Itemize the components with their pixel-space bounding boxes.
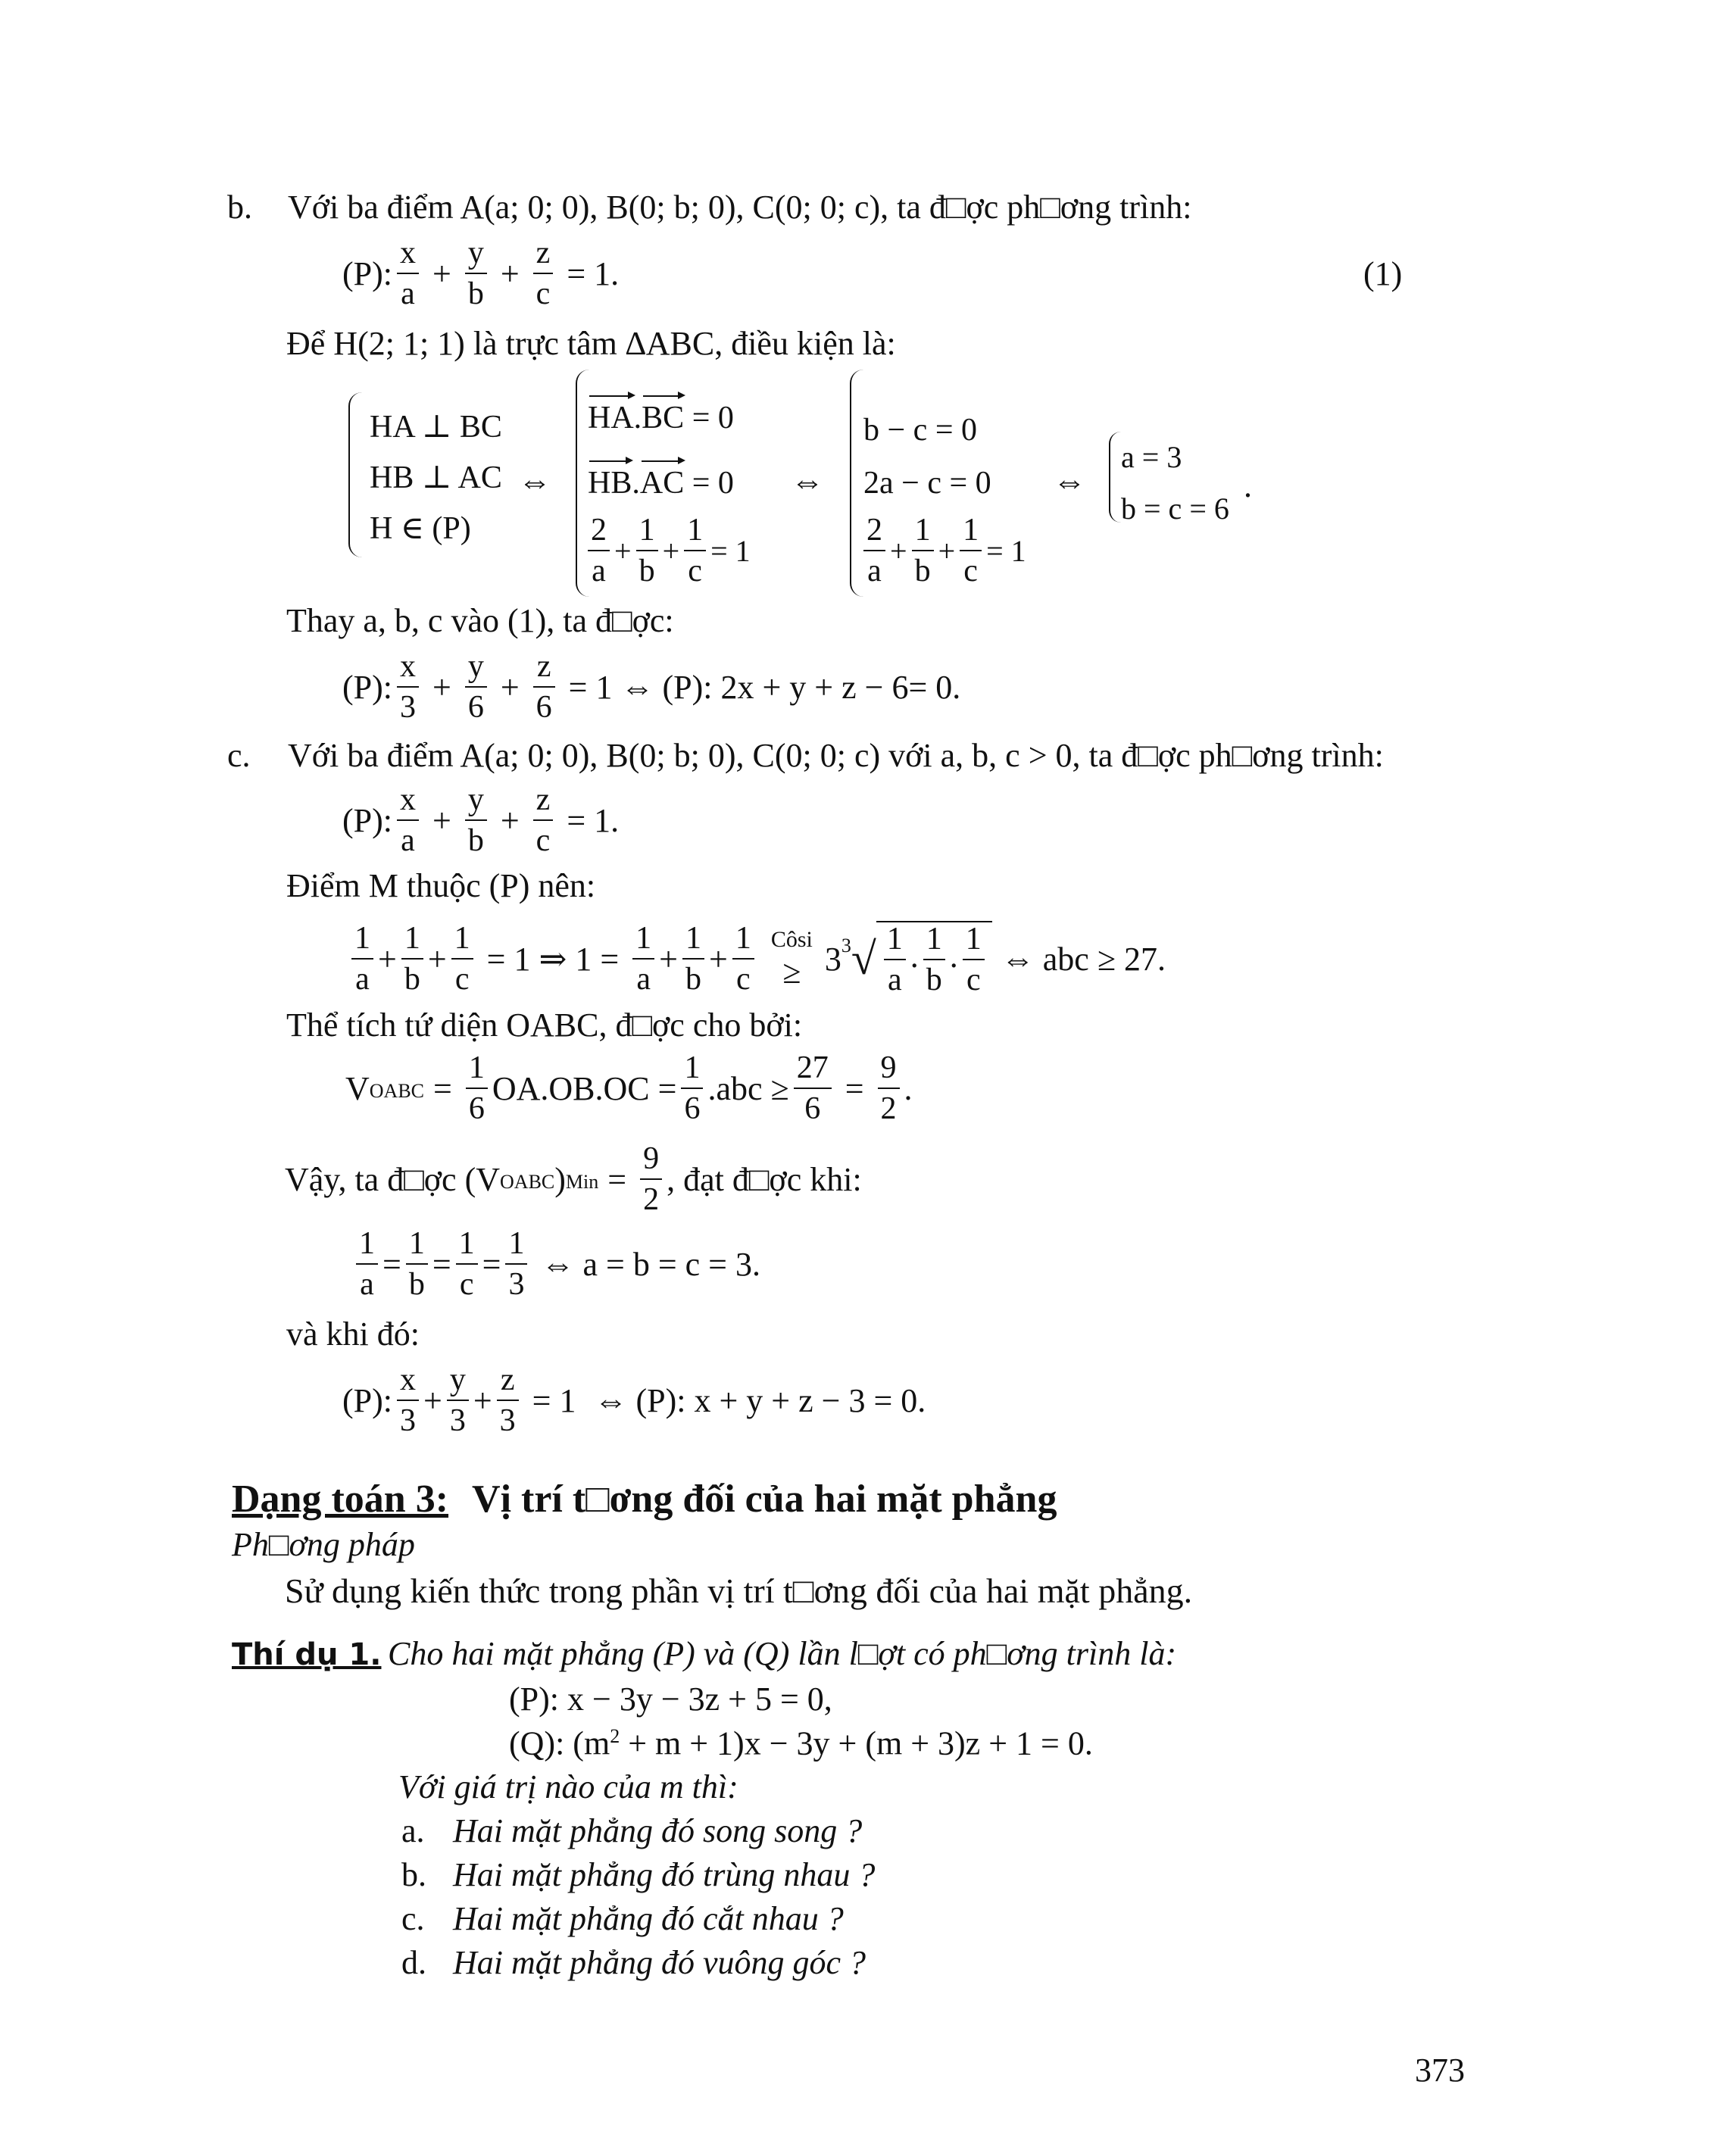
brace-4	[1109, 432, 1121, 523]
system-2-line-3: $\frac{2}{a}$ + $\frac{1}{b}$ + $\frac{1}{c}$ = 1	[583, 513, 751, 588]
system-4-line-1: a = 3	[1121, 440, 1182, 474]
final-plane-c: (P): $\frac{x}{3}$ + $\frac{y}{3}$ + $\frac{z}{3}$ = 1 ⇔ (P): x + y + z − 3 = 0.	[342, 1362, 926, 1439]
volume-formula: V OABC = $\frac{1}{6}$ OA.OB.OC = $\frac{1}{6}$ .abc ≥ $\frac{27}{6}$ = $\frac{9}{2}$ .	[345, 1050, 913, 1127]
section-heading: Dạng toán 3: Vị trí t□ơng đối của hai mặt phẳng	[232, 1478, 1057, 1521]
system-2-line-2: HB.AC = 0	[588, 466, 734, 501]
cauchy-inequality: $\frac{1}{a}$ + $\frac{1}{b}$ + $\frac{1}{c}$ = 1 ⇒ 1 = $\frac{1}{a}$ + $\frac{1}{b}$ + $\frac{1}{c}$ Côsi ≥ 3 3 √ $\frac{1}{a}$ . $\frac{1}{b}$ . $\frac{1}{c}$ ⇔ abc ≥ 27.	[347, 921, 1175, 997]
volume-line: Thể tích tứ diện OABC, đ□ợc cho bởi:	[286, 1006, 803, 1044]
method-text: Sử dụng kiến thức trong phần vị trí t□ơng đối của hai mặt phẳng.	[285, 1571, 1193, 1610]
system-2-line-1: HA.BC = 0	[588, 401, 734, 435]
example-text: Cho hai mặt phẳng (P) và (Q) lần l□ợt có ph□ơng trình là:	[388, 1635, 1177, 1672]
system-3-line-3: $\frac{2}{a}$ + $\frac{1}{b}$ + $\frac{1}{c}$ = 1	[859, 513, 1026, 588]
example-question: Với giá trị nào của m thì:	[398, 1768, 738, 1805]
option-a-label: a.	[401, 1812, 425, 1849]
option-b-text: Hai mặt phẳng đó trùng nhau ?	[453, 1856, 876, 1893]
system-3-line-2: 2a − c = 0	[863, 466, 991, 501]
part-b-label: b.	[227, 189, 252, 226]
system-1: HA ⊥ BC HB ⊥ AC H ∈ (P)	[370, 410, 502, 546]
brace-1	[348, 392, 362, 557]
part-b-intro: Với ba điểm A(a; 0; 0), B(0; b; 0), C(0; 0; c), ta đ□ợc ph□ơng trình:	[288, 189, 1192, 226]
system-3-line-1: b − c = 0	[863, 413, 978, 448]
system-4-line-2: b = c = 6	[1121, 492, 1229, 526]
part-c-intro: Với ba điểm A(a; 0; 0), B(0; b; 0), C(0; 0; c) với a, b, c > 0, ta đ□ợc ph□ơng trình:	[288, 737, 1384, 774]
example-label: Thí dụ 1.	[232, 1637, 382, 1672]
plane-result-b: (P): $\frac{x}{3}$ + $\frac{y}{6}$ + $\frac{z}{6}$ = 1 ⇔ (P): 2x + y + z − 6= 0.	[342, 649, 961, 726]
option-a-text: Hai mặt phẳng đó song song ?	[453, 1812, 863, 1849]
part-c-label: c.	[227, 737, 251, 774]
plane-equation-c: (P): $\frac{x}{a}$ + $\frac{y}{b}$ + $\frac{z}{c}$ = 1.	[342, 782, 620, 859]
page-number: 373	[1415, 2052, 1465, 2089]
equiv-symbol-3: ⇔	[1053, 463, 1086, 500]
option-b-label: b.	[401, 1856, 426, 1893]
option-c-label: c.	[401, 1900, 425, 1937]
substitution-line: Thay a, b, c vào (1), ta đ□ợc:	[286, 602, 674, 639]
option-d-label: d.	[401, 1944, 426, 1981]
equiv-symbol-2: ⇔	[791, 463, 824, 500]
equiv-symbol-1: ⇔	[518, 463, 551, 500]
plane-p-equation: (P): x − 3y − 3z + 5 = 0,	[509, 1680, 832, 1718]
option-c-text: Hai mặt phẳng đó cắt nhau ?	[453, 1900, 844, 1937]
plane-equation-general: (P): $\frac{x}{a}$ + $\frac{y}{b}$ + $\frac{z}{c}$ = 1.	[342, 236, 620, 312]
equation-tag: (1)	[1363, 255, 1403, 292]
method-label: Ph□ơng pháp	[232, 1526, 415, 1563]
plane-q-equation: (Q): $(m^2 + m + 1)x - 3y + (m + 3)z + 1 = 0$.	[509, 1724, 1093, 1762]
and-then-line: và khi đó:	[286, 1315, 420, 1353]
point-m-line: Điểm M thuộc (P) nên:	[286, 867, 596, 904]
period: .	[1244, 467, 1252, 504]
condition-intro: Để H(2; 1; 1) là trực tâm ∆ABC, điều kiện là:	[286, 325, 896, 362]
option-d-text: Hai mặt phẳng đó vuông góc ?	[453, 1944, 866, 1981]
equality-condition: $\frac{1}{a}$ = $\frac{1}{b}$ = $\frac{1}{c}$ = $\frac{1}{3}$ ⇔ a = b = c = 3.	[351, 1227, 770, 1301]
min-volume-line: Vậy, ta đ□ợc (V OABC ) Min = $\frac{9}{2}$ , đạt đ□ợc khi:	[285, 1141, 862, 1218]
